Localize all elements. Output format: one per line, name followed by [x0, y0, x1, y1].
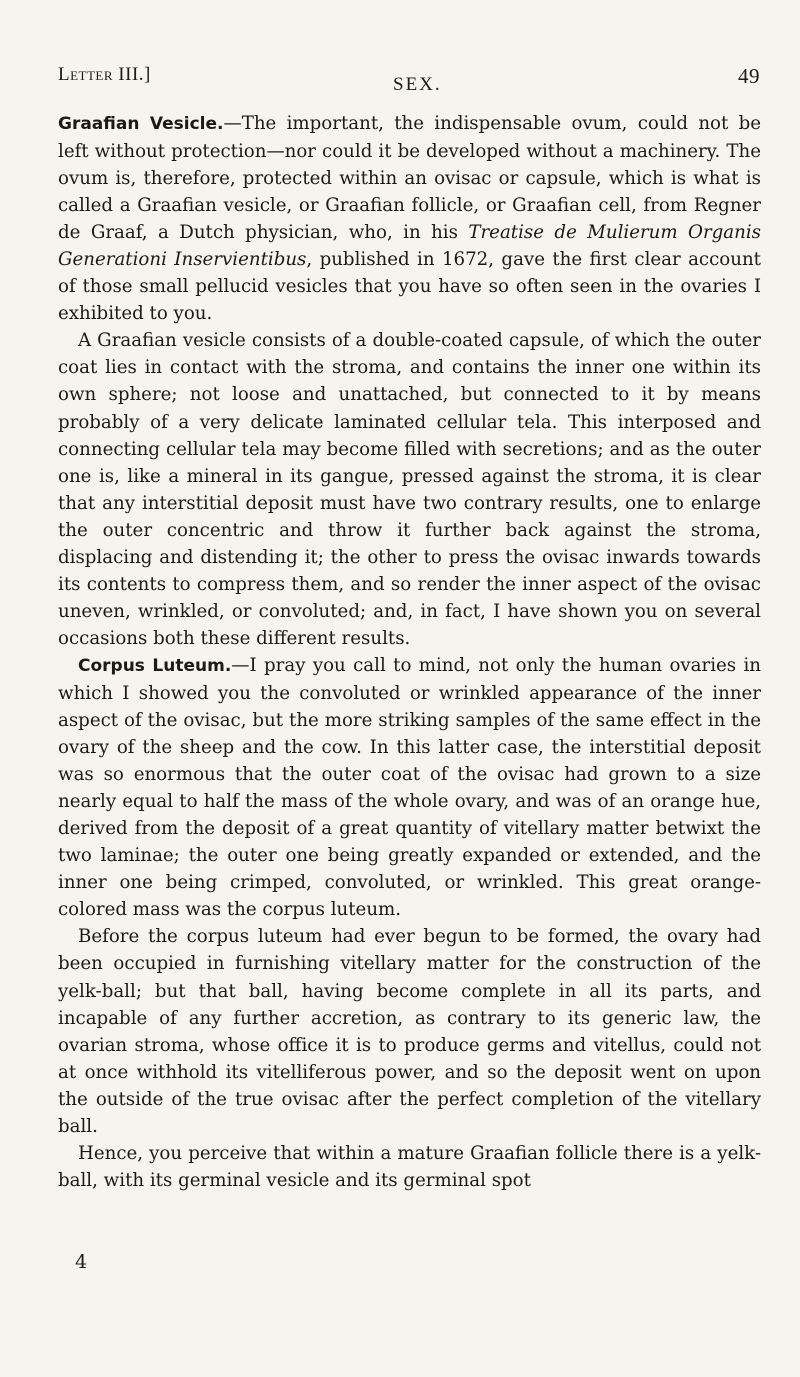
body-text — [58, 110, 761, 1194]
paragraph-corpus-luteum — [58, 652, 761, 923]
paragraph-text: , published in 1672, gave the first clear account of those small pellucid vesicles that you have so often seen in the ovaries I exhibited to you. — [58, 249, 761, 325]
signature-mark: 4 — [75, 1251, 88, 1273]
page-number: 49 — [738, 64, 760, 88]
subheading-graafian-vesicle: Graafian Vesicle. — [58, 114, 224, 134]
paragraph-text: —The important, the indispensable ovum, could not be left without protection—nor could it be developed without a machinery. The ovum is, therefore, protected within an ovisac or capsule, which is what is called a Graafian vesicle, or Graafian follicle, or Graafian cell, from Regner de Graaf, a Dutch physician, who, in his — [58, 113, 761, 244]
paragraph-double-coated-capsule: A Graafian vesicle consists of a double-coated capsule, of which the outer coat lies in contact with the stroma, and contains the inner one within its own sphere; not loose and unattached, but connected to it by means probably of a very delicate laminated cellular tela. This interposed and connecting cellular tela may become filled with secretions; and as the outer one is, like a mineral in its gangue, pressed against the stroma, it is clear that any interstitial deposit must have two contrary results, one to enlarge the outer concentric and throw it further back against the stroma, displacing and distending it; the other to press the ovisac inwards towards its contents to compress them, and so render the inner aspect of the ovisac uneven, wrinkled, or convoluted; and, in fact, I have shown you on several occasions both these different results. — [58, 330, 761, 649]
paragraph-hence: Hence, you perceive that within a mature Graafian follicle there is a yelk-ball, with its germinal vesicle and its germinal spot — [58, 1142, 761, 1191]
section-title: SEX. — [393, 74, 442, 95]
subheading-corpus-luteum: Corpus Luteum. — [78, 655, 232, 676]
paragraph-text: —I pray you call to mind, not only the human ovaries in which I showed you the convoluted or wrinkled appearance of the inner aspect of the ovisac, but the more striking samples of the same effect in the ovary of the sheep and the cow. In this latter case, the interstitial deposit was so enormous that the outer coat of the ovisac had grown to a size nearly equal to half the mass of the whole ovary, and was of an orange hue, derived from the deposit of a great quantity of vitellary matter betwixt the two laminae; the outer one being greatly expanded or extended, and the inner one being crimped, convoluted, or wrinkled. This great orange-colored mass was the corpus luteum. — [58, 654, 761, 921]
chapter-reference: Letter III.] — [58, 64, 151, 85]
treatise-title: Treatise de Mulierum Organis Generationi Inservientibus — [58, 222, 761, 271]
paragraph-graafian-vesicle — [58, 110, 761, 327]
running-head — [58, 64, 760, 95]
paragraph-before-corpus-luteum: Before the corpus luteum had ever begun to be formed, the ovary had been occupied in furnishing vitellary matter for the construction of the yelk-ball; but that ball, having become complete in all its parts, and incapable of any further accretion, as contrary to its generic law, the ovarian stroma, whose office it is to produce germs and vitellus, could not at once withhold its vitelliferous power, and so the deposit went on upon the outside of the true ovisac after the perfect completion of the vitellary ball. — [58, 926, 761, 1137]
